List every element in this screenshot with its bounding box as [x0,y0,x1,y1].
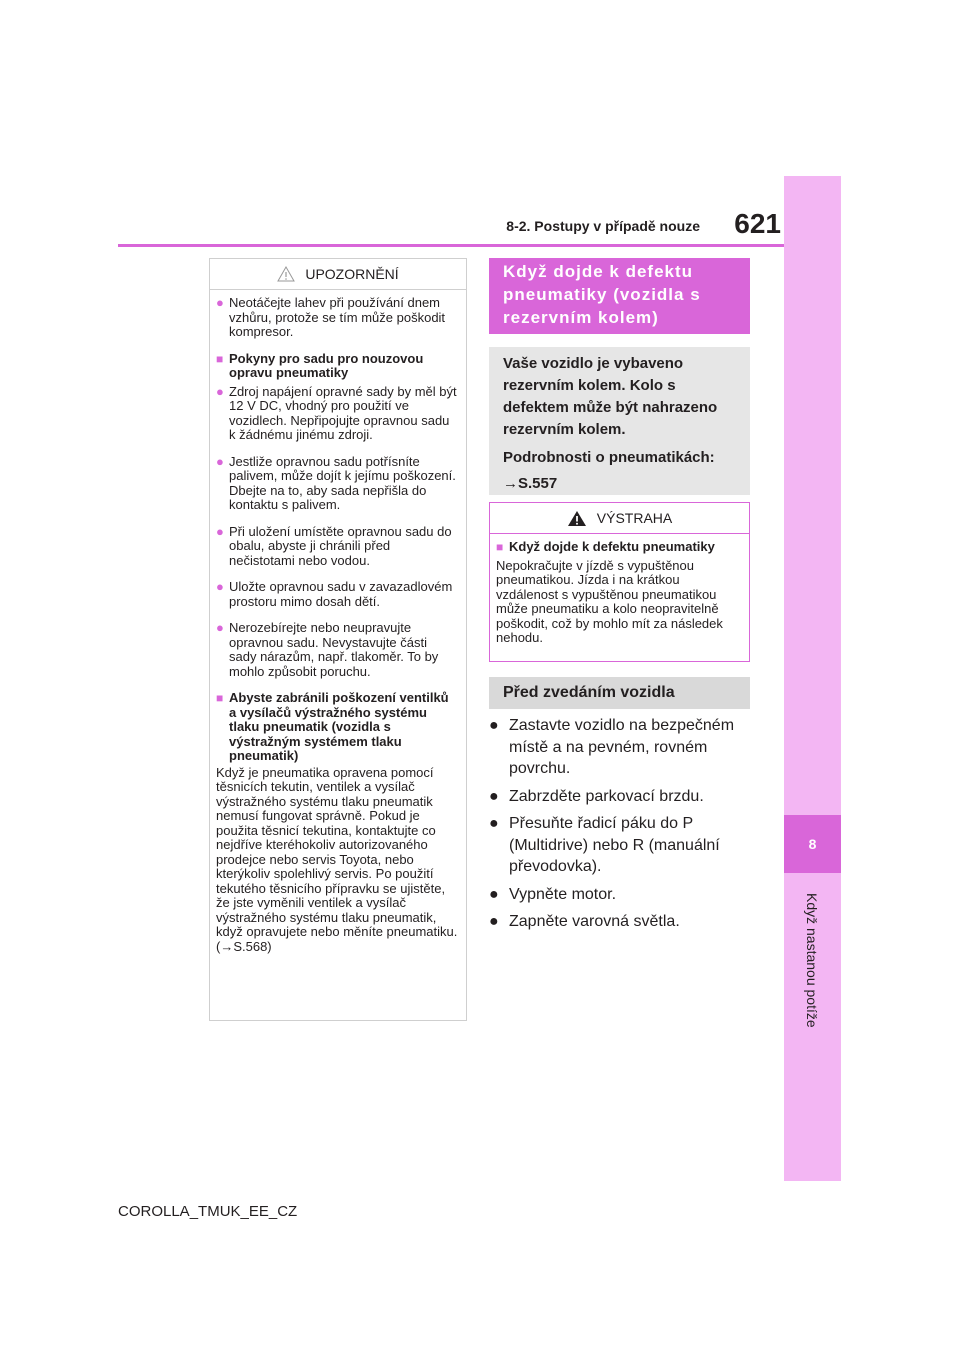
notice-item: ● Při uložení umístěte opravnou sadu do obalu, abyste ji chránili před nečistotami nebo vodou. [216,523,452,568]
list-item: ● Vypněte motor. [489,884,759,906]
list-item: ● Přesuňte řadicí páku do P (Multidrive) nebo R (manuální převodovka). [489,813,759,878]
notice-item: ● Zdroj napájení opravné sady by měl být 12 V DC, vhodný pro použití ve vozidlech. Nepřipojujte opravnou sadu k žádnému jinému zdroji. [216,383,457,442]
notice-title: UPOZORNĚNÍ [305,266,399,282]
list-item: ● Zabrzděte parkovací brzdu. [489,786,759,808]
list-item: ● Zapněte varovná světla. [489,911,759,933]
page-number: 621 [734,208,781,239]
bullet-dot-icon: ● [216,383,224,399]
bullet-dot-icon: ● [216,579,224,594]
notice-item: ● Uložte opravnou sadu v zavazadlovém prostoru mimo dosah dětí. [216,579,453,609]
document-code: COROLLA_TMUK_EE_CZ [118,1203,298,1220]
notice-subheading: ■ Pokyny pro sadu pro nouzovou opravu pneumatiky [216,350,424,380]
warning-text: Nepokračujte v jízdě s vypuštěnou pneumatikou. Jízda i na krátkou vzdálenost s vypuštěnou pneumatikou může pneumatiku a kolo neopravitelně poškodit, což by mohlo mít za následek nehodu. [496,557,723,645]
warning-triangle-icon [567,510,587,527]
warning-title: VÝSTRAHA [596,510,673,526]
notice-box [209,258,467,1021]
section-heading: Když dojde k defektu pneumatiky (vozidla s rezervním kolem) [489,258,750,334]
bullet-square-icon: ■ [216,351,224,366]
info-ref-label: Podrobnosti o pneumatikách: [503,449,715,466]
subsection-heading: Před zvedáním vozidla [489,677,750,709]
chapter-tab [784,176,841,1181]
bullet-dot-icon: ● [489,717,499,734]
warning-body [490,534,749,646]
info-text: Vaše vozidlo je vybaveno rezervním kolem. Kolo s defektem může být nahrazeno rezervním kolem. [503,355,718,438]
notice-item: ● Neotáčejte lahev při používání dnem vzhůru, protože se tím může poškodit kompresor. [216,295,446,339]
notice-subheading: ■ Abyste zabránili poškození ventilků a vysílačů výstražného systému tlaku pneumatik (vozidla s výstražným systémem tlaku pneumatik) [216,690,449,763]
steps-list [489,715,759,939]
bullet-dot-icon: ● [489,787,499,805]
list-item: ● Zastavte vozidlo na bezpečném místě a na pevném, rovném povrchu. [489,715,759,780]
warning-header [490,503,749,534]
info-box [489,347,750,495]
warning-box [489,502,750,662]
bullet-dot-icon: ● [216,453,224,469]
notice-item: ● Jestliže opravnou sadu potřísníte palivem, může dojít k jejímu poškození. Dbejte na to, aby sada nepřišla do kontaktu s palivem. [216,453,456,512]
bullet-dot-icon: ● [489,913,499,930]
notice-item: ● Nerozebírejte nebo neupravujte opravnou sadu. Nevystavujte části sady nárazům, např. tlakoměr. To by mohlo způsobit poruchu. [216,620,439,679]
section-title: 8-2. Postupy v případě nouze [506,218,700,234]
chapter-number: 8 [784,815,841,873]
notice-paragraph: Když je pneumatika opravena pomocí těsnicích tekutin, ventilek a vysílač výstražného systému tlaku pneumatik nemusí fungovat správně. Pokud je použita těsnicí tekutina, kontaktujte co nejdříve kteréhokoliv autorizovaného prodejce nebo servis Toyota, nebo kterýkoliv spolehlivý servis. Po použití tekutého těsnicího přípravku se ujistěte, že jste vyměnili ventilek a vysílač výstražného systému tlaku pneumatik, když opravujete nebo měníte pneumatiku. (→S.568) [216,764,458,954]
bullet-square-icon: ■ [496,540,504,554]
header-rule [118,244,784,247]
bullet-dot-icon: ● [489,885,499,903]
info-ref-link[interactable]: →S.557 [503,475,558,492]
notice-header [210,259,466,290]
warning-subheading: ■ Když dojde k defektu pneumatiky [496,539,715,554]
bullet-dot-icon: ● [216,620,224,635]
bullet-square-icon: ■ [216,691,224,705]
bullet-dot-icon: ● [216,295,224,310]
bullet-dot-icon: ● [489,815,499,832]
notice-body [210,290,466,954]
bullet-dot-icon: ● [216,523,224,539]
caution-triangle-icon [277,266,295,282]
